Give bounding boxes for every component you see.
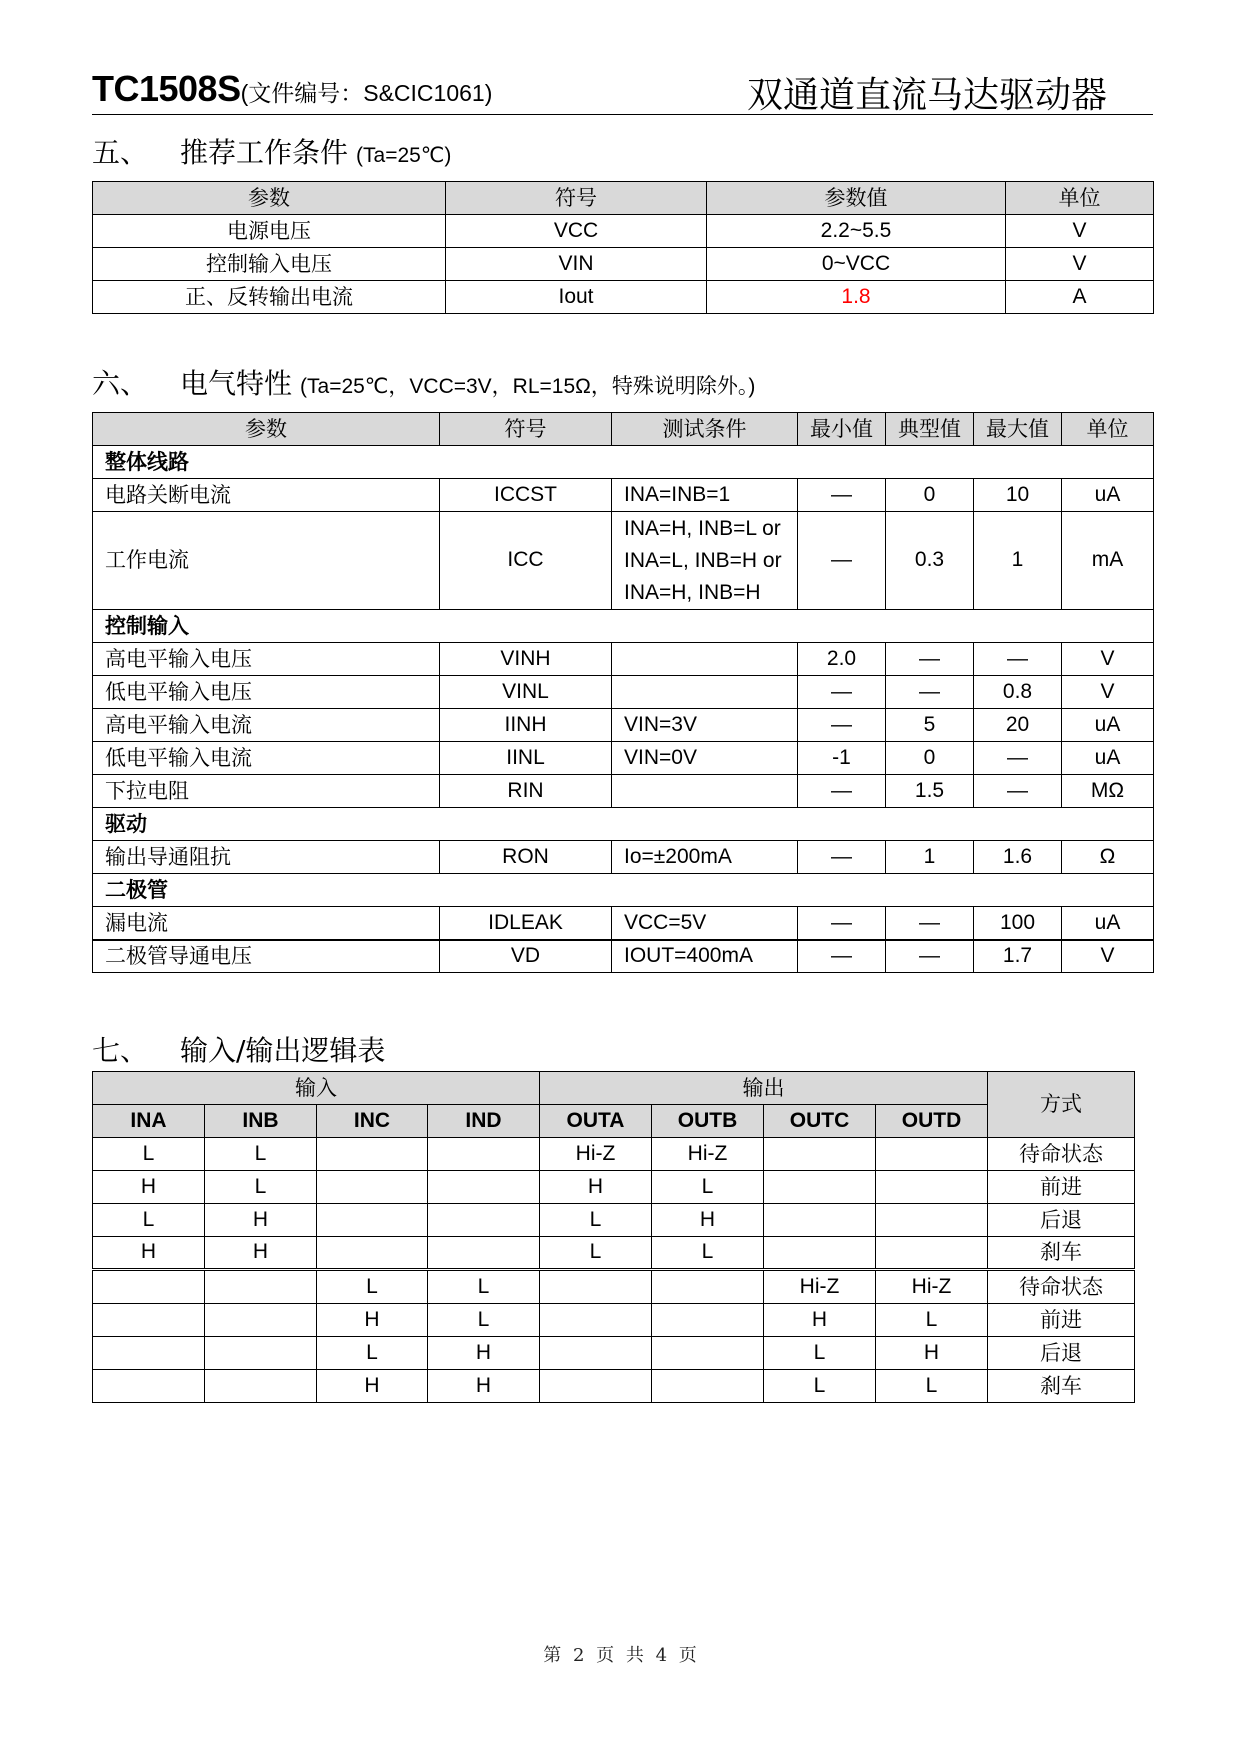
- outa-cell: [540, 1370, 652, 1403]
- condition-cell: [612, 643, 798, 676]
- electrical-characteristics-table: [92, 412, 1154, 973]
- ina-cell: L: [93, 1204, 205, 1237]
- unit-cell: V: [1006, 248, 1154, 281]
- param-cell: 高电平输入电流: [93, 709, 440, 742]
- inb-cell: [205, 1370, 317, 1403]
- outb-cell: [652, 1304, 764, 1337]
- ina-cell: L: [93, 1138, 205, 1171]
- max-cell: —: [974, 775, 1062, 808]
- max-cell: 1: [974, 512, 1062, 610]
- table-row: [93, 248, 1154, 281]
- max-cell: 1.7: [974, 940, 1062, 973]
- unit-cell: uA: [1062, 479, 1154, 512]
- outa-cell: Hi-Z: [540, 1138, 652, 1171]
- inb-cell: L: [205, 1138, 317, 1171]
- mode-cell: 前进: [988, 1304, 1135, 1337]
- unit-cell: V: [1062, 940, 1154, 973]
- param-cell: 电源电压: [93, 215, 446, 248]
- unit-cell: mA: [1062, 512, 1154, 610]
- param-cell: 低电平输入电压: [93, 676, 440, 709]
- outd-cell: [876, 1237, 988, 1270]
- outd-cell: Hi-Z: [876, 1270, 988, 1304]
- section-title: 输入/输出逻辑表: [180, 1034, 386, 1067]
- param-cell: 输出导通阻抗: [93, 841, 440, 874]
- outa-cell: L: [540, 1204, 652, 1237]
- symbol-cell: IINH: [440, 709, 612, 742]
- column-header-inb: INB: [205, 1105, 317, 1138]
- unit-cell: V: [1006, 215, 1154, 248]
- section-note: (Ta=25℃): [356, 144, 452, 167]
- outb-cell: [652, 1370, 764, 1403]
- param-cell: 电路关断电流: [93, 479, 440, 512]
- typ-cell: —: [886, 940, 974, 973]
- min-cell: 2.0: [798, 643, 886, 676]
- min-cell: —: [798, 479, 886, 512]
- group-row: [93, 874, 1154, 907]
- mode-cell: 刹车: [988, 1237, 1135, 1270]
- typ-cell: 0.3: [886, 512, 974, 610]
- unit-cell: V: [1062, 643, 1154, 676]
- param-cell: 工作电流: [93, 512, 440, 610]
- symbol-cell: VIN: [446, 248, 707, 281]
- value-cell: 2.2~5.5: [707, 215, 1006, 248]
- ina-cell: [93, 1304, 205, 1337]
- column-header: 单位: [1062, 413, 1154, 446]
- recommended-operating-conditions-table: [92, 181, 1154, 314]
- min-cell: —: [798, 940, 886, 973]
- inb-cell: [205, 1270, 317, 1304]
- inc-cell: H: [317, 1304, 428, 1337]
- product-title: 双通道直流马达驱动器: [746, 75, 1107, 116]
- typ-cell: 1.5: [886, 775, 974, 808]
- outa-cell: [540, 1304, 652, 1337]
- section-number: 五、: [92, 136, 149, 169]
- ina-cell: [93, 1370, 205, 1403]
- group-row: [93, 610, 1154, 643]
- table-row: [93, 1237, 1135, 1270]
- outb-cell: [652, 1270, 764, 1304]
- inc-cell: L: [317, 1270, 428, 1304]
- section-7-heading: [92, 1029, 385, 1069]
- symbol-cell: RIN: [440, 775, 612, 808]
- ina-cell: [93, 1337, 205, 1370]
- inc-cell: [317, 1204, 428, 1237]
- min-cell: —: [798, 709, 886, 742]
- column-header-outa: OUTA: [540, 1105, 652, 1138]
- model-number: TC1508S: [92, 68, 241, 109]
- outd-cell: [876, 1171, 988, 1204]
- condition-line: INA=L, INB=H or: [624, 548, 782, 572]
- outd-cell: H: [876, 1337, 988, 1370]
- param-cell: 正、反转输出电流: [93, 281, 446, 314]
- ina-cell: [93, 1270, 205, 1304]
- inc-cell: [317, 1171, 428, 1204]
- column-header-ind: IND: [428, 1105, 540, 1138]
- table-row: [93, 1370, 1135, 1403]
- inc-cell: [317, 1138, 428, 1171]
- inc-cell: [317, 1237, 428, 1270]
- condition-cell: VIN=0V: [612, 742, 798, 775]
- outb-cell: [652, 1337, 764, 1370]
- max-cell: 0.8: [974, 676, 1062, 709]
- document-header-left: [92, 68, 492, 110]
- table-row: [93, 1204, 1135, 1237]
- value-cell: 0~VCC: [707, 248, 1006, 281]
- typ-cell: —: [886, 643, 974, 676]
- column-header: 符号: [440, 413, 612, 446]
- mode-cell: 前进: [988, 1171, 1135, 1204]
- table-row: [93, 676, 1154, 709]
- logic-truth-table: [92, 1071, 1135, 1403]
- table-row: [93, 1171, 1135, 1204]
- unit-cell: uA: [1062, 907, 1154, 940]
- typ-cell: 5: [886, 709, 974, 742]
- mode-cell: 待命状态: [988, 1138, 1135, 1171]
- table-row: [93, 1337, 1135, 1370]
- group-row: [93, 446, 1154, 479]
- param-cell: 漏电流: [93, 907, 440, 940]
- max-cell: 1.6: [974, 841, 1062, 874]
- outc-cell: Hi-Z: [764, 1270, 876, 1304]
- outc-cell: [764, 1171, 876, 1204]
- outd-cell: [876, 1138, 988, 1171]
- typ-cell: —: [886, 907, 974, 940]
- condition-cell: INA=INB=1: [612, 479, 798, 512]
- ind-cell: [428, 1204, 540, 1237]
- outd-cell: [876, 1204, 988, 1237]
- column-header: 参数: [93, 413, 440, 446]
- column-header: 参数: [93, 182, 446, 215]
- column-header: 测试条件: [612, 413, 798, 446]
- column-header-outc: OUTC: [764, 1105, 876, 1138]
- group-row: [93, 808, 1154, 841]
- mode-cell: 刹车: [988, 1370, 1135, 1403]
- ind-cell: [428, 1171, 540, 1204]
- column-header: 最小值: [798, 413, 886, 446]
- ind-cell: [428, 1237, 540, 1270]
- param-cell: 控制输入电压: [93, 248, 446, 281]
- max-cell: —: [974, 643, 1062, 676]
- ind-cell: H: [428, 1370, 540, 1403]
- mode-header: 方式: [988, 1072, 1135, 1138]
- section-number: 七、: [92, 1034, 149, 1067]
- column-header-outb: OUTB: [652, 1105, 764, 1138]
- table-row: [93, 479, 1154, 512]
- typ-cell: 0: [886, 479, 974, 512]
- condition-cell: IOUT=400mA: [612, 940, 798, 973]
- page-footer: 第 2 页 共 4 页: [543, 1645, 697, 1666]
- symbol-cell: IINL: [440, 742, 612, 775]
- section-note: (Ta=25℃，VCC=3V，RL=15Ω，特殊说明除外。): [300, 375, 756, 398]
- condition-line: INA=H, INB=L or: [624, 516, 781, 540]
- condition-line: INA=H, INB=H: [624, 580, 761, 604]
- param-cell: 高电平输入电压: [93, 643, 440, 676]
- section-5-heading: [92, 131, 451, 171]
- table-row: [93, 742, 1154, 775]
- value-cell-highlighted: 1.8: [707, 281, 1006, 314]
- outc-cell: [764, 1204, 876, 1237]
- outc-cell: [764, 1237, 876, 1270]
- symbol-cell: IDLEAK: [440, 907, 612, 940]
- max-cell: 20: [974, 709, 1062, 742]
- outa-cell: [540, 1337, 652, 1370]
- inb-cell: H: [205, 1237, 317, 1270]
- table-row: [93, 1304, 1135, 1337]
- condition-cell: [612, 775, 798, 808]
- max-cell: —: [974, 742, 1062, 775]
- max-cell: 100: [974, 907, 1062, 940]
- max-cell: 10: [974, 479, 1062, 512]
- column-header-outd: OUTD: [876, 1105, 988, 1138]
- group-header-row: [93, 1072, 1135, 1105]
- input-group-header: 输入: [93, 1072, 540, 1105]
- condition-cell: VIN=3V: [612, 709, 798, 742]
- header-divider: [92, 114, 1153, 115]
- section-6-heading: [92, 362, 755, 402]
- column-header-inc: INC: [317, 1105, 428, 1138]
- column-header: 单位: [1006, 182, 1154, 215]
- unit-cell: A: [1006, 281, 1154, 314]
- mode-cell: 待命状态: [988, 1270, 1135, 1304]
- section-number: 六、: [92, 367, 149, 400]
- group-label: 二极管: [93, 874, 1154, 907]
- outa-cell: L: [540, 1237, 652, 1270]
- ind-cell: H: [428, 1337, 540, 1370]
- table-row: [93, 512, 1154, 610]
- table-row: [93, 709, 1154, 742]
- inc-cell: L: [317, 1337, 428, 1370]
- inb-cell: H: [205, 1204, 317, 1237]
- outc-cell: H: [764, 1304, 876, 1337]
- ina-cell: H: [93, 1237, 205, 1270]
- param-cell: 下拉电阻: [93, 775, 440, 808]
- ind-cell: [428, 1138, 540, 1171]
- outc-cell: L: [764, 1370, 876, 1403]
- table-row: [93, 281, 1154, 314]
- group-label: 控制输入: [93, 610, 1154, 643]
- symbol-cell: VCC: [446, 215, 707, 248]
- param-cell: 低电平输入电流: [93, 742, 440, 775]
- condition-cell: [612, 512, 798, 610]
- min-cell: —: [798, 907, 886, 940]
- min-cell: —: [798, 512, 886, 610]
- symbol-cell: ICC: [440, 512, 612, 610]
- symbol-cell: VD: [440, 940, 612, 973]
- unit-cell: MΩ: [1062, 775, 1154, 808]
- output-group-header: 输出: [540, 1072, 988, 1105]
- column-header: 参数值: [707, 182, 1006, 215]
- condition-cell: Io=±200mA: [612, 841, 798, 874]
- column-header: 最大值: [974, 413, 1062, 446]
- column-header: 符号: [446, 182, 707, 215]
- inc-cell: H: [317, 1370, 428, 1403]
- symbol-cell: RON: [440, 841, 612, 874]
- outa-cell: [540, 1270, 652, 1304]
- table-row: [93, 775, 1154, 808]
- column-header-row: [93, 1105, 1135, 1138]
- ind-cell: L: [428, 1304, 540, 1337]
- table-header-row: [93, 182, 1154, 215]
- unit-cell: uA: [1062, 709, 1154, 742]
- ina-cell: H: [93, 1171, 205, 1204]
- condition-cell: VCC=5V: [612, 907, 798, 940]
- typ-cell: —: [886, 676, 974, 709]
- typ-cell: 0: [886, 742, 974, 775]
- condition-cell: [612, 676, 798, 709]
- table-row: [93, 643, 1154, 676]
- group-label: 整体线路: [93, 446, 1154, 479]
- outc-cell: [764, 1138, 876, 1171]
- param-cell: 二极管导通电压: [93, 940, 440, 973]
- outa-cell: H: [540, 1171, 652, 1204]
- column-header: 典型值: [886, 413, 974, 446]
- unit-cell: V: [1062, 676, 1154, 709]
- unit-cell: Ω: [1062, 841, 1154, 874]
- outd-cell: L: [876, 1304, 988, 1337]
- ind-cell: L: [428, 1270, 540, 1304]
- symbol-cell: VINH: [440, 643, 612, 676]
- symbol-cell: VINL: [440, 676, 612, 709]
- typ-cell: 1: [886, 841, 974, 874]
- table-row: [93, 1270, 1135, 1304]
- outd-cell: L: [876, 1370, 988, 1403]
- section-title: 推荐工作条件: [180, 136, 349, 169]
- table-row: [93, 215, 1154, 248]
- table-row: [93, 907, 1154, 940]
- outb-cell: L: [652, 1171, 764, 1204]
- symbol-cell: Iout: [446, 281, 707, 314]
- outb-cell: L: [652, 1237, 764, 1270]
- mode-cell: 后退: [988, 1337, 1135, 1370]
- mode-cell: 后退: [988, 1204, 1135, 1237]
- inb-cell: L: [205, 1171, 317, 1204]
- inb-cell: [205, 1337, 317, 1370]
- section-title: 电气特性: [180, 367, 293, 400]
- document-number: (文件编号：S&CIC1061): [240, 80, 493, 106]
- min-cell: —: [798, 676, 886, 709]
- outc-cell: L: [764, 1337, 876, 1370]
- min-cell: -1: [798, 742, 886, 775]
- table-row: [93, 940, 1154, 973]
- column-header-ina: INA: [93, 1105, 205, 1138]
- unit-cell: uA: [1062, 742, 1154, 775]
- group-label: 驱动: [93, 808, 1154, 841]
- table-header-row: [93, 413, 1154, 446]
- table-row: [93, 841, 1154, 874]
- outb-cell: H: [652, 1204, 764, 1237]
- inb-cell: [205, 1304, 317, 1337]
- min-cell: —: [798, 841, 886, 874]
- outb-cell: Hi-Z: [652, 1138, 764, 1171]
- symbol-cell: ICCST: [440, 479, 612, 512]
- min-cell: —: [798, 775, 886, 808]
- table-row: [93, 1138, 1135, 1171]
